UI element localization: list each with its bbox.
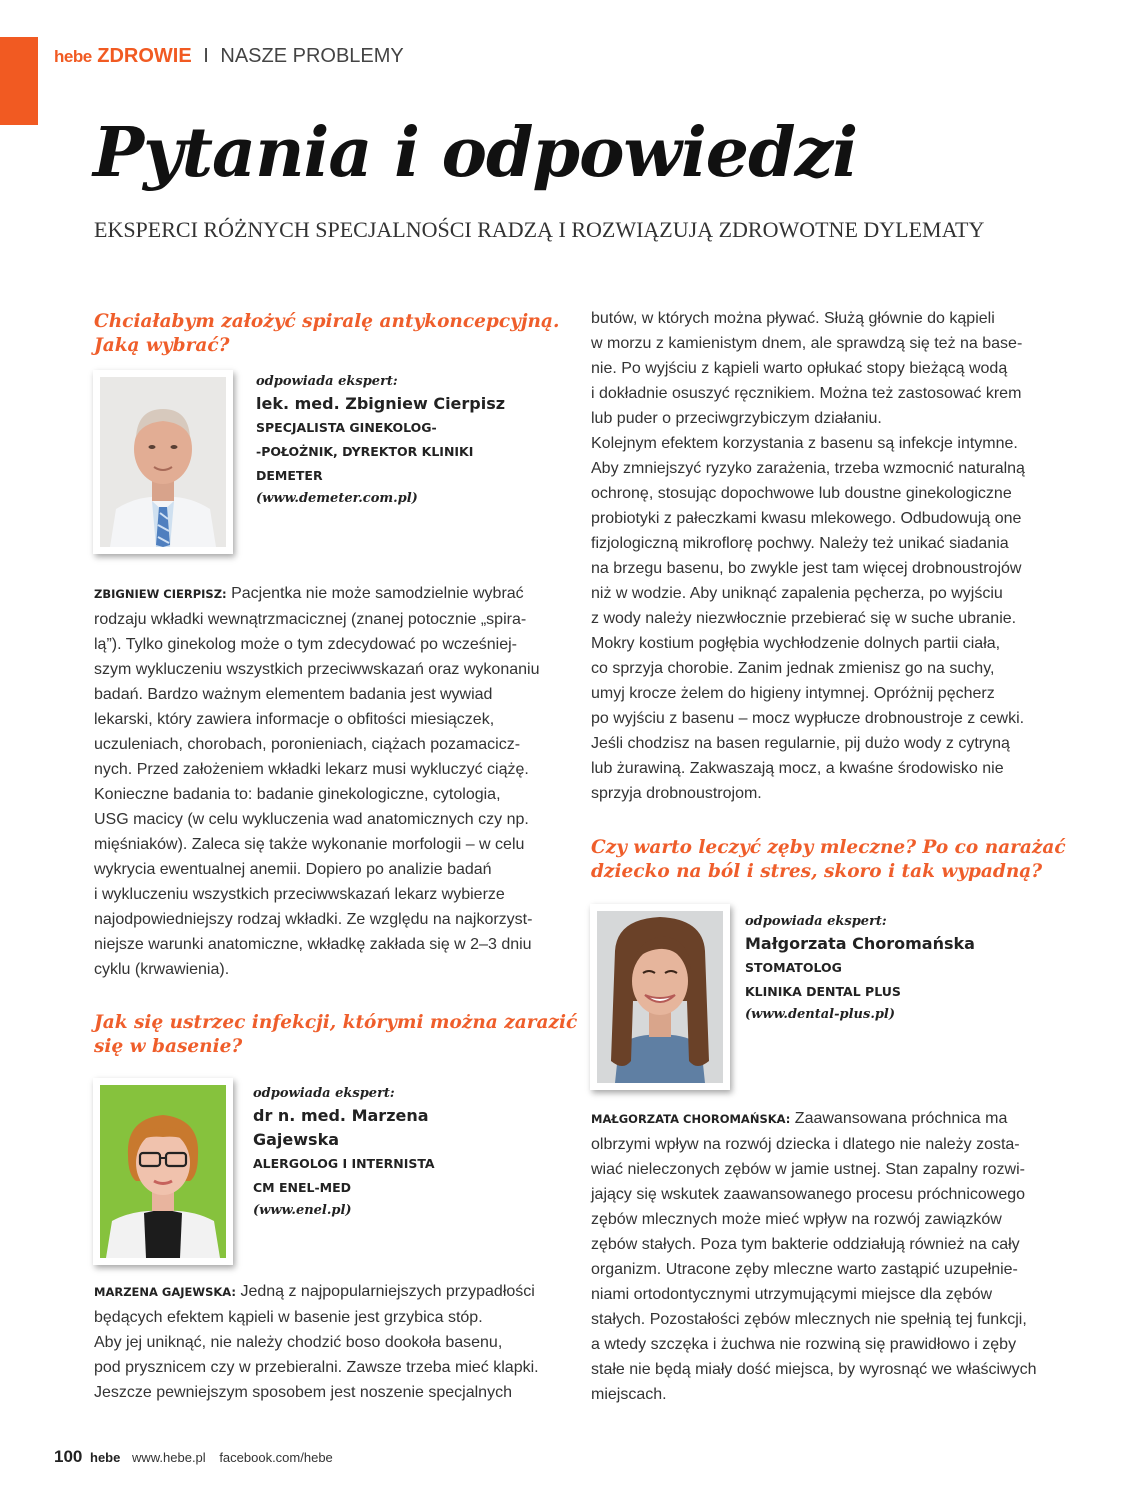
portrait-woman-icon: [100, 1085, 226, 1258]
text-line: USG macicy (w celu wykluczenia wad anatomicznych czy np.: [94, 811, 529, 828]
text-line: po wyjściu z basenu – mocz wypłucze drobnoustroje z cewki.: [591, 710, 1025, 727]
expert-photo-gajewska: [93, 1078, 233, 1265]
text-line: mięśniaków). Zaleca się także wykonanie morfologii – w celu: [94, 836, 525, 853]
answer-3: [591, 1106, 1037, 1407]
text-line: [94, 1279, 539, 1305]
page-subtitle: EKSPERCI RÓŻNYCH SPECJALNOŚCI RADZĄ I ROZWIĄZUJĄ ZDROWOTNE DYLEMATY: [94, 217, 985, 242]
text-line: Mokry kostium pogłębia wychłodzenie dolnych partii ciała,: [591, 635, 1001, 652]
text-line: umyj krocze żelem do higieny intymnej. Opróżnij pęcherz: [591, 685, 995, 702]
text-line: olbrzymi wpływ na rozwój dziecka i dlatego nie należy zosta-: [591, 1136, 1020, 1153]
text-line: lub puder o przeciwgrzybiczym działaniu.: [591, 410, 882, 427]
expert-website: (www.demeter.com.pl): [256, 491, 418, 506]
section-name: ZDROWIE: [97, 45, 192, 67]
text-line: Konieczne badania to: badanie ginekologiczne, cytologia,: [94, 786, 501, 803]
text-line: miejscach.: [591, 1386, 667, 1403]
expert-role: CM ENEL-MED: [253, 1180, 352, 1195]
page-title: Pytania i odpowiedzi: [93, 113, 858, 193]
text-line: najodpowiedniejszy rodzaj wkładki. Ze względu na najkorzyst-: [94, 911, 533, 928]
footer-brand: hebe: [90, 1450, 121, 1465]
text-line: i dokładnie osuszyć ręcznikiem. Można też zastosować krem: [591, 385, 1022, 402]
expert-role: KLINIKA DENTAL PLUS: [745, 984, 901, 999]
text-line-content: Zaawansowana próchnica ma: [790, 1110, 1008, 1127]
question-3-heading: [591, 836, 1066, 884]
text-line-content: Pacjentka nie może samodzielnie wybrać: [226, 585, 524, 602]
heading-line: się w basenie?: [94, 1036, 243, 1057]
text-line: rodzaju wkładki wewnątrzmacicznej (znanej potocznie „spira-: [94, 611, 527, 628]
text-line: organizm. Utracone zęby mleczne warto zastąpić uzupełnie-: [591, 1261, 1018, 1278]
text-line: lub żurawiną. Zakwaszają mocz, a kwaśne środowisko nie: [591, 760, 1004, 777]
expert-role: ALERGOLOG I INTERNISTA: [253, 1156, 435, 1171]
text-line: nych. Przed założeniem wkładki lekarz musi wykluczyć ciążę.: [94, 761, 529, 778]
expert-info-gajewska: [253, 1084, 435, 1222]
portrait-woman-smiling-icon: [597, 911, 723, 1083]
text-line: badań. Bardzo ważnym elementem badania jest wywiad: [94, 686, 493, 703]
text-line: zębów stałych. Poza tym bakterie oddziałują również na cały: [591, 1236, 1020, 1253]
expert-website: (www.enel.pl): [253, 1203, 352, 1218]
expert-name: Małgorzata Choromańska: [745, 934, 975, 953]
text-line: co sprzyja chorobie. Zanim jednak zmienisz go na suchy,: [591, 660, 995, 677]
text-line: [94, 581, 539, 607]
text-line: uczuleniach, chorobach, poronieniach, ciążach pozamacicz-: [94, 736, 521, 753]
expert-photo-cierpisz: [93, 370, 233, 554]
page-number: 100: [54, 1447, 83, 1466]
brand-logo: hebe: [54, 47, 92, 66]
portrait-man-icon: [100, 377, 226, 547]
text-line: stałych. Pozostałości zębów mlecznych nie spełnią tej funkcji,: [591, 1311, 1027, 1328]
text-line: będących efektem kąpieli w basenie jest grzybica stóp.: [94, 1309, 483, 1326]
text-line: i wykluczeniu wszystkich przeciwwskazań lekarz wybierze: [94, 886, 505, 903]
footer-website-link[interactable]: www.hebe.pl: [131, 1450, 206, 1465]
heading-line: Jak się ustrzec infekcji, którymi można zarazić: [94, 1012, 578, 1033]
text-line: w morzu z kamienistym dnem, ale sprawdzą się też na base-: [591, 335, 1023, 352]
text-line: [591, 1106, 1037, 1132]
text-line: cyklu (krwawienia).: [94, 961, 230, 978]
text-line: lekarski, który zawiera informacje o obfitości miesiączek,: [94, 711, 495, 728]
expert-role: STOMATOLOG: [745, 960, 842, 975]
text-line: pod prysznicem czy w przebieralni. Zawsze trzeba mieć klapki.: [94, 1359, 539, 1376]
text-line: butów, w których można pływać. Służą głównie do kąpieli: [591, 310, 995, 327]
text-line: ochronę, stosując dopochwowe lub doustne ginekologiczne: [591, 485, 1012, 502]
section-header: [54, 44, 404, 69]
text-line-content: Jedną z najpopularniejszych przypadłości: [236, 1283, 535, 1300]
answer-lead: ZBIGNIEW CIERPISZ:: [94, 587, 227, 601]
answer-2-continued: [591, 306, 1025, 806]
text-line: Kolejnym efektem korzystania z basenu są infekcje intymne.: [591, 435, 1018, 452]
expert-photo-choromanska: [590, 904, 730, 1090]
text-line: Aby jej uniknąć, nie należy chodzić boso dookoła basenu,: [94, 1334, 503, 1351]
text-line: z wody należy niezwłocznie przebierać się w suche ubranie.: [591, 610, 1017, 627]
heading-line: Czy warto leczyć zęby mleczne? Po co narażać: [591, 837, 1066, 858]
text-line: sprzyja drobnoustrojom.: [591, 785, 762, 802]
answer-lead: MAŁGORZATA CHOROMAŃSKA:: [591, 1112, 791, 1126]
footer-social-link[interactable]: facebook.com/hebe: [219, 1450, 333, 1465]
text-line: lą”). Tylko ginekolog może o tym zdecydować po wcześniej-: [94, 636, 517, 653]
section-color-bar: [0, 37, 38, 125]
text-line: niejsze warunki anatomiczne, wkładkę zakłada się w 2–3 dniu: [94, 936, 532, 953]
text-line: wiać nieleczonych zębów w jamie ustnej. Stan zapalny rozwi-: [591, 1161, 1025, 1178]
answer-2: [94, 1279, 539, 1405]
expert-role: -POŁOŻNIK, DYREKTOR KLINIKI: [256, 444, 474, 459]
text-line: Jeszcze pewniejszym sposobem jest noszenie specjalnych: [94, 1384, 512, 1401]
text-line: Aby zmniejszyć ryzyko zarażenia, trzeba wzmocnić naturalną: [591, 460, 1025, 477]
text-line: a wtedy szczęka i żuchwa nie rozwiną się prawidłowo i zęby: [591, 1336, 1017, 1353]
question-2-heading: [94, 1011, 577, 1059]
text-line: stałe nie będą miały dość miejsca, by wyrosnąć we właściwych: [591, 1361, 1037, 1378]
expert-info-choromanska: [745, 912, 975, 1026]
text-line: nie. Po wyjściu z kąpieli warto opłukać stopy bieżącą wodą: [591, 360, 1008, 377]
page-footer: [54, 1447, 333, 1468]
text-line: na brzegu basenu, bo zwykle jest tam więcej drobnoustrojów: [591, 560, 1022, 577]
question-1-heading: [94, 310, 559, 358]
heading-line: Chciałabym założyć spiralę antykoncepcyjną.: [94, 311, 560, 332]
text-line: zębów mlecznych może mieć wpływ na rozwój zawiązków: [591, 1211, 1002, 1228]
expert-name: lek. med. Zbigniew Cierpisz: [256, 394, 506, 413]
answer-lead: MARZENA GAJEWSKA:: [94, 1285, 236, 1299]
expert-label: odpowiada ekspert:: [253, 1086, 395, 1101]
text-line: jający się wskutek zaawansowanego procesu próchnicowego: [591, 1186, 1026, 1203]
text-line: niż w wodzie. Aby uniknąć zapalenia pęcherza, po wyjściu: [591, 585, 1003, 602]
expert-website: (www.dental-plus.pl): [745, 1007, 896, 1022]
expert-name: Gajewska: [253, 1130, 340, 1149]
expert-name: dr n. med. Marzena: [253, 1106, 429, 1125]
expert-label: odpowiada ekspert:: [745, 914, 887, 929]
answer-1: [94, 581, 539, 982]
heading-line: dziecko na ból i stres, skoro i tak wypadną?: [591, 861, 1043, 882]
expert-role: SPECJALISTA GINEKOLOG-: [256, 420, 437, 435]
header-separator: I: [203, 45, 209, 67]
text-line: niami ortodontycznymi utrzymującymi miejsce dla zębów: [591, 1286, 993, 1303]
text-line: fizjologiczną mikroflorę pochwy. Należy też unikać siadania: [591, 535, 1009, 552]
text-line: szym wykluczeniu wszystkich przeciwwskazań oraz wykonaniu: [94, 661, 540, 678]
text-line: wykrycia ewentualnej anemii. Dopiero po analizie badań: [94, 861, 492, 878]
text-line: Jeśli chodzisz na basen regularnie, pij dużo wody z cytryną: [591, 735, 1010, 752]
text-line: probiotyki z pałeczkami kwasu mlekowego. Odbudowują one: [591, 510, 1022, 527]
heading-line: Jaką wybrać?: [94, 335, 230, 356]
expert-info-cierpisz: [256, 372, 505, 510]
expert-label: odpowiada ekspert:: [256, 374, 398, 389]
expert-role: DEMETER: [256, 468, 323, 483]
subsection-name: NASZE PROBLEMY: [220, 45, 404, 67]
